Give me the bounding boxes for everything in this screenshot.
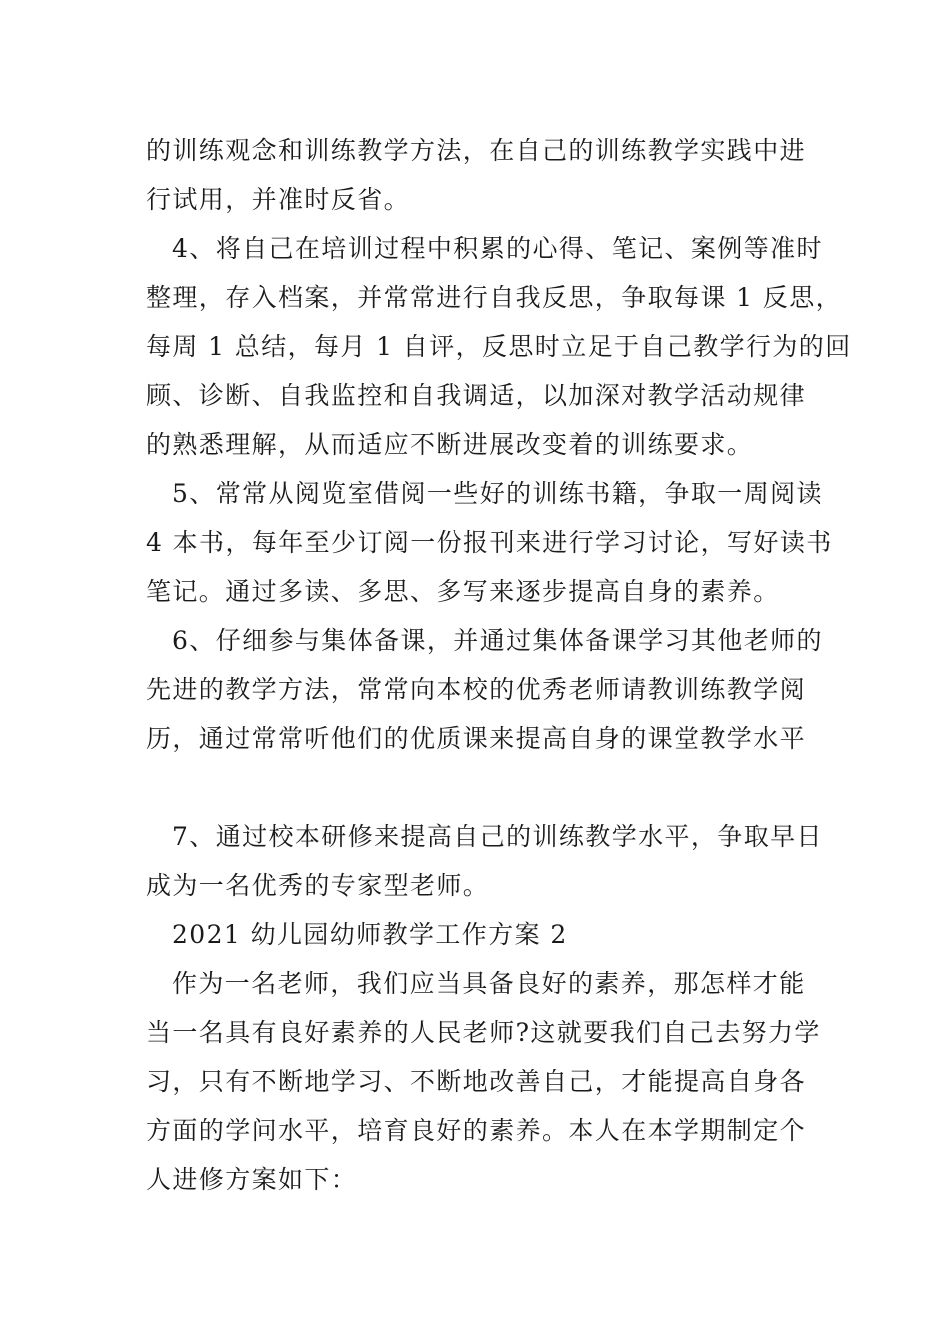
document-body [146, 126, 852, 1204]
paragraph-line: 行试用，并准时反省。 [146, 185, 411, 214]
paragraph-line: 的熟悉理解，从而适应不断进展改变着的训练要求。 [146, 430, 754, 459]
paragraph-line: 先进的教学方法，常常向本校的优秀老师请教训练教学阅 [146, 675, 807, 704]
paragraph-line: 成为一名优秀的专家型老师。 [146, 871, 490, 900]
paragraph-item-7: 7、通过校本研修来提高自己的训练教学水平，争取早日 [172, 822, 823, 851]
paragraph-line: 4 本书，每年至少订阅一份报刊来进行学习讨论，写好读书 [146, 528, 833, 557]
paragraph-line: 当一名具有良好素养的人民老师?这就要我们自己去努力学 [146, 1018, 821, 1047]
paragraph-line: 方面的学问水平，培育良好的素养。本人在本学期制定个 [146, 1116, 807, 1145]
paragraph-line: 习，只有不断地学习、不断地改善自己，才能提高自身各 [146, 1067, 807, 1096]
blank-line [146, 763, 806, 812]
paragraph-line: 人进修方案如下： [146, 1165, 358, 1194]
paragraph-item-6: 6、仔细参与集体备课，并通过集体备课学习其他老师的 [172, 626, 823, 655]
paragraph-line: 历，通过常常听他们的优质课来提高自身的课堂教学水平 [146, 724, 807, 753]
paragraph-line: 笔记。通过多读、多思、多写来逐步提高自身的素养。 [146, 577, 780, 606]
paragraph-line: 每周 1 总结，每月 1 自评，反思时立足于自己教学行为的回 [146, 332, 852, 361]
section-heading: 2021 幼儿园幼师教学工作方案 2 [172, 920, 568, 949]
paragraph-line: 整理，存入档案，并常常进行自我反思，争取每课 1 反思， [146, 283, 843, 312]
paragraph-line: 的训练观念和训练教学方法，在自己的训练教学实践中进 [146, 136, 807, 165]
paragraph-item-4: 4、将自己在培训过程中积累的心得、笔记、案例等准时 [172, 234, 823, 263]
paragraph-intro: 作为一名老师，我们应当具备良好的素养，那怎样才能 [172, 969, 806, 998]
paragraph-item-5: 5、常常从阅览室借阅一些好的训练书籍，争取一周阅读 [172, 479, 823, 508]
paragraph-line: 顾、诊断、自我监控和自我调适，以加深对教学活动规律 [146, 381, 807, 410]
